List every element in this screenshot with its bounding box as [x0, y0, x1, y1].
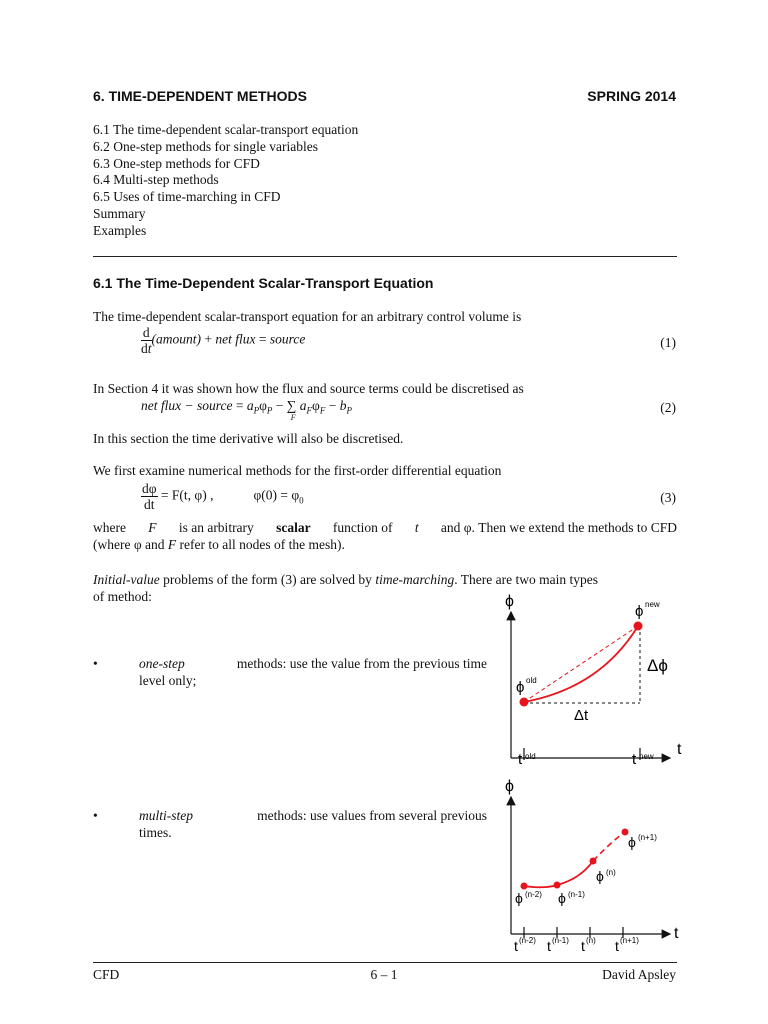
t-n-1-label: t [547, 938, 551, 954]
paragraph-first-order: We first examine numerical methods for the first-order differential equation [93, 463, 502, 478]
footer-left: CFD [93, 967, 120, 982]
phi-n-label: ϕ [596, 868, 604, 884]
equation-1: $\frac{d}{dt}$ (amount) + net flux = source [141, 325, 306, 356]
toc-item: 6.1 The time-dependent scalar-transport equation [93, 122, 359, 137]
one-step-diagram [500, 588, 700, 773]
phi-old-sup: old [526, 676, 537, 685]
phi-new-sup: new [645, 600, 660, 609]
t-n-1-sup: (n-1) [552, 936, 569, 945]
point-n [590, 858, 597, 865]
paragraph-initial-value-line2: of method: [93, 589, 152, 604]
summation-sign: ∑ F [286, 398, 297, 422]
derivative-fraction: $\frac{d\varphi}{dt}$ [142, 481, 157, 512]
bullet-multi-step: multi-step methods: use values from several previous times. [139, 808, 487, 840]
y-axis-label: ϕ [505, 593, 514, 610]
toc-item: 6.3 One-step methods for CFD [93, 155, 260, 171]
paragraph-initial-value: Initial-value problems of the form (3) are solved by time-marching. There are two main types [93, 572, 598, 587]
phi-new-label: ϕ [635, 603, 644, 620]
footer-author: David Apsley [602, 967, 676, 982]
point-phi-new [634, 622, 643, 631]
t-old-sub: old [525, 752, 536, 761]
t-old-label: t [518, 751, 523, 768]
equation-number-1: (1) [660, 335, 676, 350]
t-n-2-label: t [514, 938, 518, 954]
section-title: 6.1 The Time-Dependent Scalar-Transport Equation [93, 275, 434, 291]
phi-n-2-label: ϕ [515, 890, 523, 906]
extrapolated-curve [593, 832, 625, 861]
point-phi-old [520, 698, 529, 707]
derivative-fraction: $\frac{d}{dt}$ [141, 325, 152, 356]
toc-item: 6.4 Multi-step methods [93, 172, 219, 188]
toc-item: Examples [93, 222, 147, 238]
point-n-1 [554, 882, 561, 889]
paragraph-scalar-line2: (where φ and F refer to all nodes of the mesh). [93, 537, 345, 552]
t-n-label: t [581, 938, 585, 954]
y-axis-label: ϕ [505, 778, 514, 795]
solution-curve [524, 626, 638, 702]
x-axis-label: t [677, 741, 682, 758]
document-header-title: 6. TIME-DEPENDENT METHODS [93, 88, 307, 104]
equation-number-3: (3) [660, 490, 676, 505]
toc-item: 6.2 One-step methods for single variables [93, 138, 318, 154]
bullet-marker: • [93, 808, 98, 823]
equation-number-2: (2) [660, 400, 676, 415]
phi-n-2-sup: (n-2) [525, 890, 542, 899]
document-header-term: SPRING 2014 [587, 88, 676, 104]
equation-2: net flux − source = $a_P\varphi_P$ − ∑ F $a_F\varphi_F - b_P$ [141, 398, 352, 422]
section-divider [93, 256, 677, 257]
paragraph-discretisation: In Section 4 it was shown how the flux and source terms could be discretised as [93, 381, 524, 396]
toc-item: 6.5 Uses of time-marching in CFD [93, 189, 281, 205]
phi-n-sup: (n) [606, 868, 616, 877]
point-n-2 [521, 883, 528, 890]
equation-3: $\frac{d\varphi}{dt}$ = F(t, φ) , $\varphi(0) = \varphi_0$ [142, 481, 304, 512]
x-axis-label: t [674, 925, 679, 942]
t-new-label: t [632, 751, 637, 768]
page-number: 6 – 1 [370, 967, 398, 982]
phi-n-1-sup: (n-1) [568, 890, 585, 899]
paragraph-time-derivative: In this section the time derivative will also be discretised. [93, 431, 404, 446]
phi-n+1-label: ϕ [628, 834, 636, 850]
phi-old-label: ϕ [516, 679, 525, 696]
toc-item: Summary [93, 205, 146, 221]
t-new-sub: new [639, 752, 654, 761]
footer-divider [93, 962, 677, 963]
phi-n-1-label: ϕ [558, 890, 566, 906]
delta-t-label: Δt [574, 707, 589, 724]
paragraph-intro: The time-dependent scalar-transport equation for an arbitrary control volume is [93, 309, 522, 324]
table-of-contents [93, 122, 358, 240]
multi-step-diagram [500, 775, 700, 955]
bullet-marker: • [93, 656, 98, 671]
t-n+1-sup: (n+1) [620, 936, 639, 945]
paragraph-scalar-line1: where F is an arbitrary scalar function of t and φ. Then we extend the methods to CFD [93, 520, 677, 535]
t-n-2-sup: (n-2) [519, 936, 536, 945]
delta-phi-label: Δϕ [647, 656, 668, 675]
t-n-sup: (n) [586, 936, 596, 945]
phi-n+1-sup: (n+1) [638, 833, 657, 842]
t-n+1-label: t [615, 938, 619, 954]
bullet-one-step: one-step methods: use the value from the previous time level only; [139, 656, 487, 688]
secant-line [524, 626, 638, 702]
